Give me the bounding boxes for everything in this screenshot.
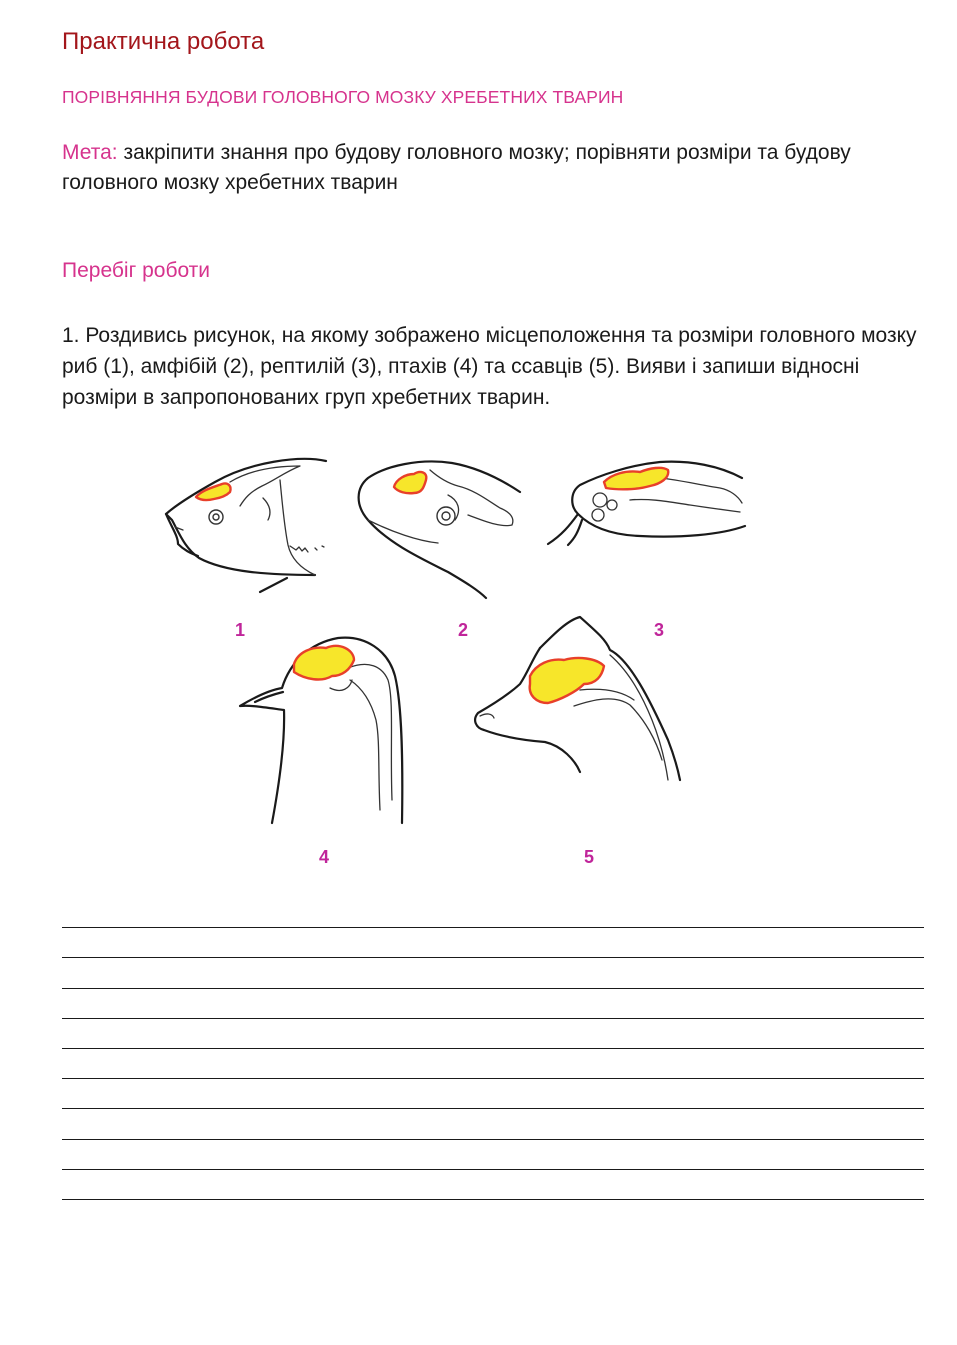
answer-line[interactable] bbox=[62, 928, 924, 958]
answer-line[interactable] bbox=[62, 989, 924, 1019]
figure-label-5: 5 bbox=[584, 847, 595, 867]
answer-line[interactable] bbox=[62, 1170, 924, 1200]
figure-label-2: 2 bbox=[458, 620, 469, 640]
answer-line[interactable] bbox=[62, 1019, 924, 1049]
answer-line[interactable] bbox=[62, 1079, 924, 1109]
answer-lines-area[interactable] bbox=[62, 898, 924, 1200]
fish-head-drawing bbox=[166, 459, 326, 592]
goal-text: закріпити знання про будову головного мозку; порівняти розміри та будову головного мозку хребетних тварин bbox=[62, 141, 851, 194]
figure-label-1: 1 bbox=[235, 620, 246, 640]
figure-label-3: 3 bbox=[654, 620, 665, 640]
mammal-head-drawing bbox=[475, 617, 680, 780]
answer-line[interactable] bbox=[62, 1049, 924, 1079]
bird-head-drawing bbox=[240, 638, 402, 823]
task-paragraph: 1. Роздивись рисунок, на якому зображено місцеположення та розміри головного мозку риб (1), амфібій (2), рептилій (3), птахів (4) та ссавців (5). Вияви і запиши відносні розміри в запропонованих груп хребетних тварин. bbox=[62, 324, 917, 409]
amphibian-head-drawing bbox=[359, 461, 520, 598]
goal-label: Мета: bbox=[62, 141, 118, 164]
answer-line[interactable] bbox=[62, 898, 924, 928]
figure-label-4: 4 bbox=[319, 847, 330, 867]
answer-line[interactable] bbox=[62, 1140, 924, 1170]
reptile-head-drawing bbox=[548, 462, 745, 545]
page-subtitle: ПОРІВНЯННЯ БУДОВИ ГОЛОВНОГО МОЗКУ ХРЕБЕТНИХ ТВАРИН bbox=[62, 87, 624, 107]
answer-line[interactable] bbox=[62, 1109, 924, 1139]
section-title: Перебіг роботи bbox=[62, 259, 211, 282]
answer-line[interactable] bbox=[62, 958, 924, 988]
page-title: Практична робота bbox=[62, 28, 265, 55]
